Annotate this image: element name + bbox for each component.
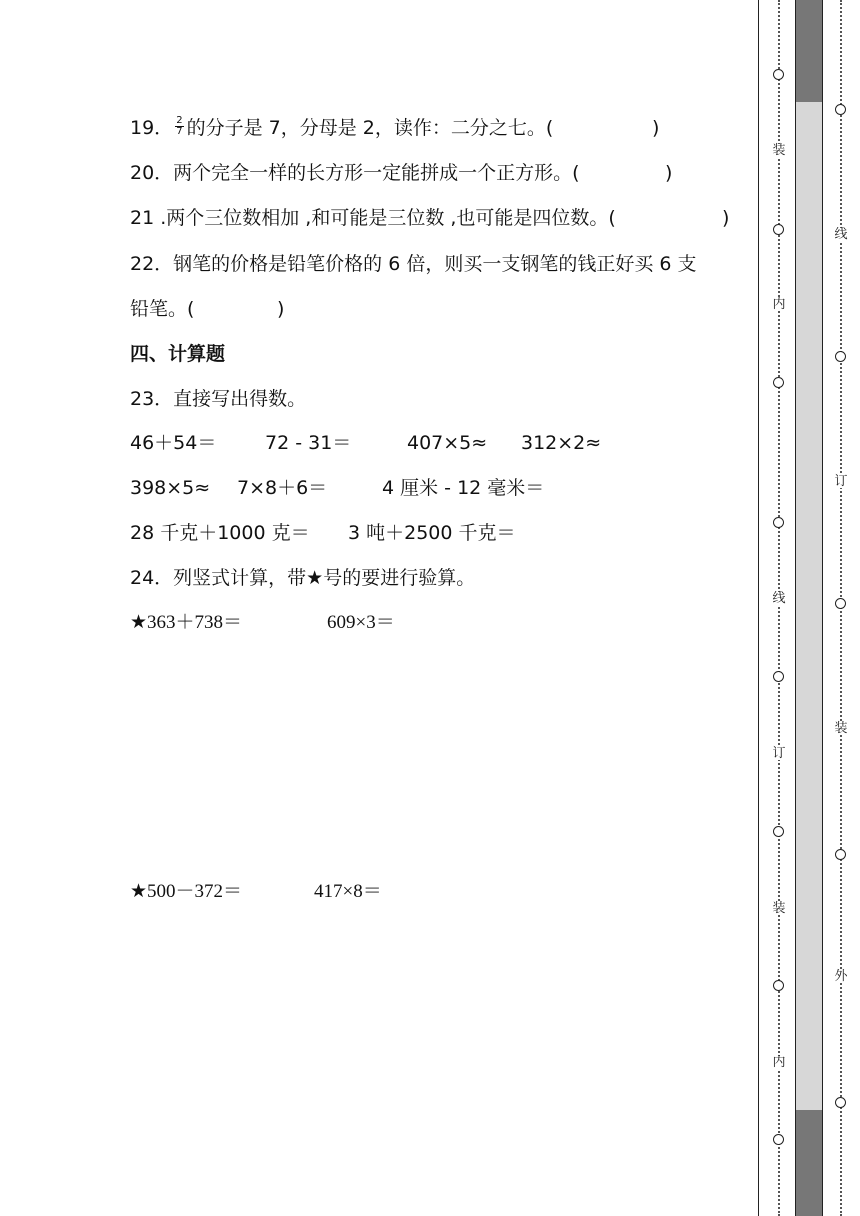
- circle-marker: [835, 849, 846, 860]
- binding-label: 内: [772, 297, 786, 312]
- q19-fraction: $\frac{2}{7}$: [176, 115, 183, 137]
- dotted-cut-line: [778, 0, 780, 1216]
- question-21: 21 .两个三位数相加 ,和可能是三位数 ,也可能是四位数。(: [130, 207, 616, 229]
- vertical-calc-item: 609×3＝: [327, 612, 395, 633]
- q22-answer-paren[interactable]: ): [277, 298, 285, 320]
- binding-label: 外: [834, 969, 848, 984]
- calc-item: 46＋54＝: [130, 432, 217, 454]
- binding-label: 线: [834, 227, 848, 242]
- vertical-calc-item: 417×8＝: [314, 881, 382, 902]
- circle-marker: [835, 104, 846, 115]
- vertical-calc-item: ★500－372＝: [130, 881, 243, 902]
- calc-item: 7×8＋6＝: [237, 477, 328, 499]
- calc-item: 407×5≈: [407, 432, 488, 454]
- binding-label: 装: [772, 901, 786, 916]
- q19-text: 的分子是 7，分母是 2，读作：二分之七。(: [186, 117, 554, 139]
- q19-answer-paren[interactable]: ): [652, 117, 660, 139]
- section-heading: 四、计算题: [130, 343, 226, 365]
- binding-label: 订: [834, 474, 848, 489]
- circle-marker: [773, 517, 784, 528]
- gray-band: [796, 0, 822, 102]
- circle-marker: [773, 980, 784, 991]
- calc-item: 28 千克＋1000 克＝: [130, 522, 310, 544]
- q21-answer-paren[interactable]: ): [722, 207, 730, 229]
- circle-marker: [835, 1097, 846, 1108]
- question-24-title: 24．列竖式计算，带★号的要进行验算。: [130, 567, 476, 589]
- circle-marker: [773, 377, 784, 388]
- question-19: [130, 116, 553, 140]
- question-20: 20．两个完全一样的长方形一定能拼成一个正方形。(: [130, 162, 580, 184]
- calc-item: 3 吨＋2500 千克＝: [348, 522, 516, 544]
- binding-label: 装: [834, 721, 848, 736]
- calc-item: 72 - 31＝: [265, 432, 352, 454]
- circle-marker: [835, 351, 846, 362]
- binding-label: 内: [772, 1055, 786, 1070]
- binding-label: 线: [772, 591, 786, 606]
- question-22-line2: 铅笔。(: [130, 298, 195, 320]
- circle-marker: [773, 224, 784, 235]
- circle-marker: [773, 1134, 784, 1145]
- circle-marker: [835, 598, 846, 609]
- calc-item: 4 厘米 - 12 毫米＝: [382, 477, 545, 499]
- q19-number: 19．: [130, 117, 174, 139]
- strip-outer-border: [758, 0, 759, 1216]
- calc-item: 398×5≈: [130, 477, 211, 499]
- circle-marker: [773, 826, 784, 837]
- gray-band: [796, 1110, 822, 1216]
- calc-item: 312×2≈: [521, 432, 602, 454]
- vertical-calc-item: ★363＋738＝: [130, 612, 243, 633]
- q20-answer-paren[interactable]: ): [665, 162, 673, 184]
- binding-label: 装: [772, 143, 786, 158]
- question-23-title: 23．直接写出得数。: [130, 388, 307, 410]
- binding-label: 订: [772, 746, 786, 761]
- circle-marker: [773, 69, 784, 80]
- strip-inner-border-2: [822, 0, 823, 1216]
- question-22-line1: 22．钢笔的价格是铅笔价格的 6 倍，则买一支钢笔的钱正好买 6 支: [130, 253, 697, 275]
- circle-marker: [773, 671, 784, 682]
- gray-band: [796, 102, 822, 1110]
